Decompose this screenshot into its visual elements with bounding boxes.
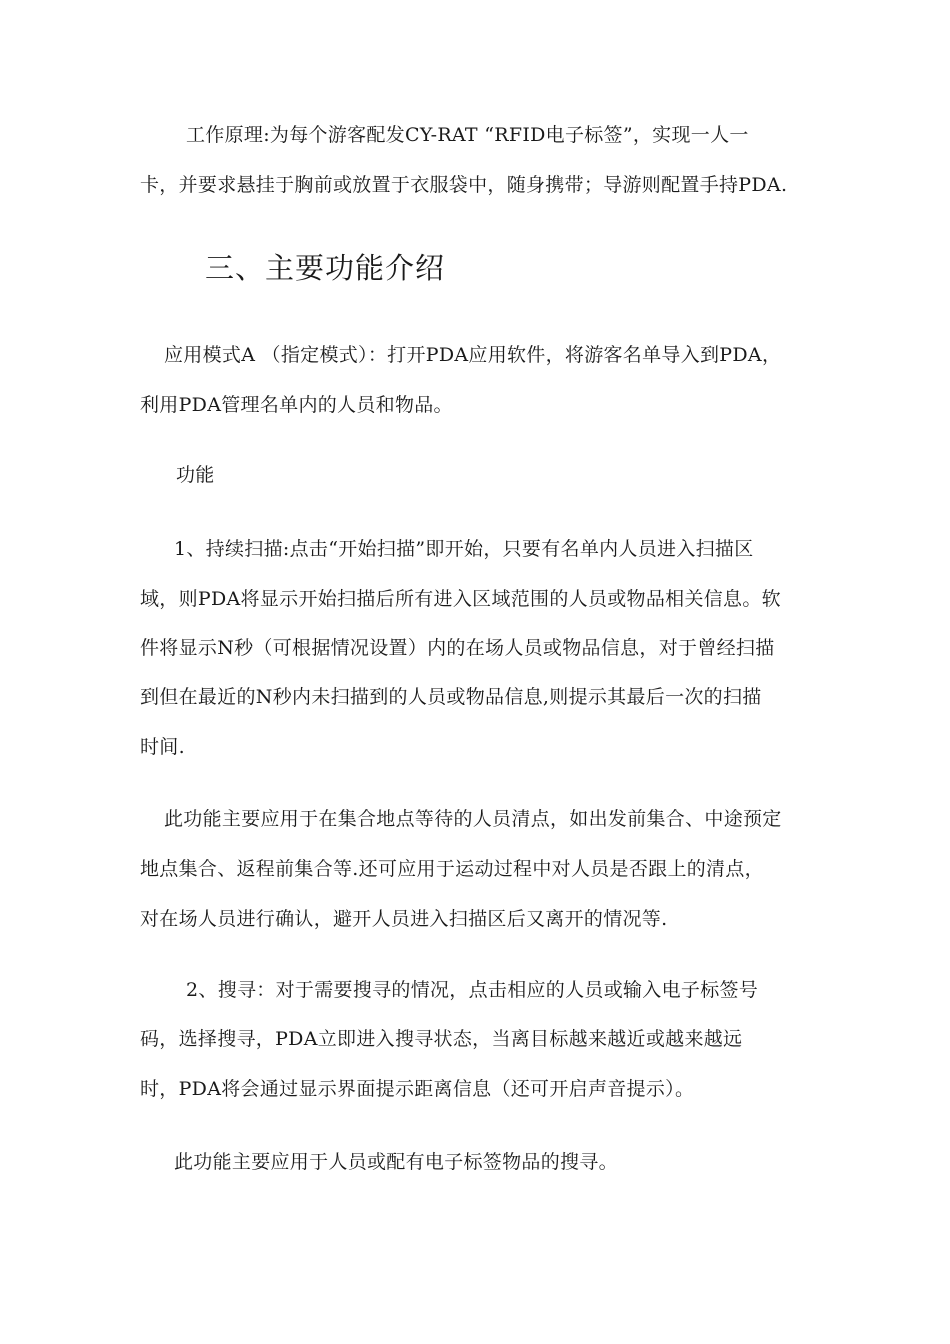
item1-line-5: 时间.	[140, 736, 185, 758]
item2-line-2: 码，选择搜寻，PDA立即进入搜寻状态，当离目标越来越近或越来越远	[140, 1028, 743, 1050]
item2-line-1: 2、搜寻：对于需要搜寻的情况，点击相应的人员或输入电子标签号	[186, 979, 759, 1001]
item1-line-4: 到但在最近的N秒内未扫描到的人员或物品信息,则提示其最后一次的扫描	[140, 686, 762, 708]
principle-line-1: 工作原理:为每个游客配发CY-RAT “RFID电子标签”，实现一人一	[186, 124, 749, 146]
principle-line-2: 卡，并要求悬挂于胸前或放置于衣服袋中，随身携带；导游则配置手持PDA.	[140, 174, 788, 196]
item1-usage-line-2: 地点集合、返程前集合等.还可应用于运动过程中对人员是否跟上的清点，	[140, 858, 764, 880]
mode-a-line-2: 利用PDA管理名单内的人员和物品。	[140, 394, 453, 416]
item1-line-1: 1、持续扫描:点击“开始扫描”即开始，只要有名单内人员进入扫描区	[174, 538, 754, 560]
item2-line-3: 时，PDA将会通过显示界面提示距离信息（还可开启声音提示）。	[140, 1078, 695, 1100]
item1-line-3: 件将显示N秒（可根据情况设置）内的在场人员或物品信息，对于曾经扫描	[140, 637, 775, 659]
section-heading: 三、主要功能介绍	[205, 251, 446, 285]
item2-usage-line-1: 此功能主要应用于人员或配有电子标签物品的搜寻。	[174, 1151, 618, 1173]
item1-line-2: 域，则PDA将显示开始扫描后所有进入区域范围的人员或物品相关信息。软	[140, 588, 781, 610]
mode-a-line-1: 应用模式A （指定模式）：打开PDA应用软件，将游客名单导入到PDA，	[164, 344, 782, 366]
item1-usage-line-3: 对在场人员进行确认，避开人员进入扫描区后又离开的情况等.	[140, 908, 668, 930]
item1-usage-line-1: 此功能主要应用于在集合地点等待的人员清点，如出发前集合、中途预定	[164, 808, 782, 830]
function-label: 功能	[176, 464, 215, 486]
